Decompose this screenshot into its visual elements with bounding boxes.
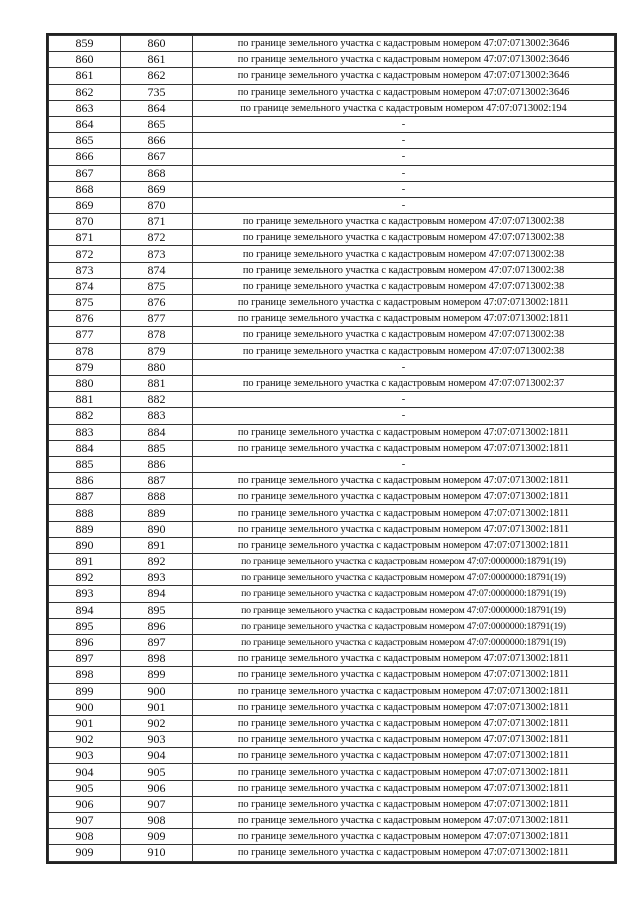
from-point-cell: 881 (49, 392, 121, 408)
table-row (49, 586, 615, 602)
table-row (49, 505, 615, 521)
from-point-cell: 891 (49, 554, 121, 570)
table-row (49, 230, 615, 246)
to-point-cell: 876 (121, 295, 193, 311)
table-row (49, 214, 615, 230)
from-point-cell: 886 (49, 473, 121, 489)
boundary-table-body (49, 36, 615, 862)
description-cell: по границе земельного участка с кадастровым номером 47:07:0713002:1811 (193, 424, 615, 440)
description-cell: по границе земельного участка с кадастровым номером 47:07:0713002:38 (193, 343, 615, 359)
table-row (49, 181, 615, 197)
to-point-cell: 903 (121, 732, 193, 748)
table-row (49, 618, 615, 634)
to-point-cell: 879 (121, 343, 193, 359)
from-point-cell: 876 (49, 311, 121, 327)
table-row (49, 84, 615, 100)
from-point-cell: 885 (49, 456, 121, 472)
table-row (49, 473, 615, 489)
to-point-cell: 909 (121, 829, 193, 845)
table-row (49, 813, 615, 829)
from-point-cell: 863 (49, 100, 121, 116)
to-point-cell: 894 (121, 586, 193, 602)
table-row (49, 375, 615, 391)
to-point-cell: 866 (121, 133, 193, 149)
description-cell: по границе земельного участка с кадастровым номером 47:07:0713002:1811 (193, 489, 615, 505)
description-cell: по границе земельного участка с кадастровым номером 47:07:0713002:1811 (193, 521, 615, 537)
description-cell: по границе земельного участка с кадастровым номером 47:07:0000000:18791(19) (193, 570, 615, 586)
table-row (49, 521, 615, 537)
to-point-cell: 906 (121, 780, 193, 796)
description-cell: по границе земельного участка с кадастровым номером 47:07:0713002:194 (193, 100, 615, 116)
from-point-cell: 873 (49, 262, 121, 278)
from-point-cell: 888 (49, 505, 121, 521)
from-point-cell: 890 (49, 537, 121, 553)
to-point-cell: 872 (121, 230, 193, 246)
table-row (49, 829, 615, 845)
description-cell: - (193, 408, 615, 424)
description-cell: по границе земельного участка с кадастровым номером 47:07:0713002:38 (193, 262, 615, 278)
to-point-cell: 887 (121, 473, 193, 489)
table-row (49, 732, 615, 748)
from-point-cell: 880 (49, 375, 121, 391)
to-point-cell: 860 (121, 36, 193, 52)
description-cell: по границе земельного участка с кадастровым номером 47:07:0713002:1811 (193, 780, 615, 796)
table-row (49, 359, 615, 375)
table-row (49, 116, 615, 132)
table-row (49, 699, 615, 715)
description-cell: - (193, 165, 615, 181)
from-point-cell: 897 (49, 651, 121, 667)
from-point-cell: 884 (49, 440, 121, 456)
to-point-cell: 868 (121, 165, 193, 181)
table-row (49, 764, 615, 780)
description-cell: по границе земельного участка с кадастровым номером 47:07:0713002:1811 (193, 813, 615, 829)
description-cell: по границе земельного участка с кадастровым номером 47:07:0713002:37 (193, 375, 615, 391)
table-row (49, 667, 615, 683)
from-point-cell: 898 (49, 667, 121, 683)
description-cell: - (193, 197, 615, 213)
description-cell: по границе земельного участка с кадастровым номером 47:07:0000000:18791(19) (193, 586, 615, 602)
description-cell: по границе земельного участка с кадастровым номером 47:07:0713002:1811 (193, 764, 615, 780)
table-row (49, 311, 615, 327)
from-point-cell: 866 (49, 149, 121, 165)
description-cell: по границе земельного участка с кадастровым номером 47:07:0000000:18791(19) (193, 602, 615, 618)
description-cell: - (193, 133, 615, 149)
from-point-cell: 908 (49, 829, 121, 845)
table-row (49, 796, 615, 812)
to-point-cell: 910 (121, 845, 193, 861)
table-row (49, 683, 615, 699)
to-point-cell: 877 (121, 311, 193, 327)
from-point-cell: 893 (49, 586, 121, 602)
to-point-cell: 896 (121, 618, 193, 634)
table-row (49, 408, 615, 424)
from-point-cell: 865 (49, 133, 121, 149)
from-point-cell: 906 (49, 796, 121, 812)
from-point-cell: 860 (49, 52, 121, 68)
from-point-cell: 905 (49, 780, 121, 796)
table-row (49, 149, 615, 165)
to-point-cell: 861 (121, 52, 193, 68)
table-row (49, 651, 615, 667)
to-point-cell: 900 (121, 683, 193, 699)
to-point-cell: 892 (121, 554, 193, 570)
description-cell: - (193, 456, 615, 472)
from-point-cell: 883 (49, 424, 121, 440)
table-row (49, 36, 615, 52)
from-point-cell: 900 (49, 699, 121, 715)
table-row (49, 845, 615, 861)
to-point-cell: 891 (121, 537, 193, 553)
table-row (49, 456, 615, 472)
to-point-cell: 865 (121, 116, 193, 132)
boundary-table (48, 35, 615, 862)
description-cell: - (193, 392, 615, 408)
description-cell: по границе земельного участка с кадастровым номером 47:07:0713002:38 (193, 327, 615, 343)
description-cell: по границе земельного участка с кадастровым номером 47:07:0713002:38 (193, 246, 615, 262)
to-point-cell: 735 (121, 84, 193, 100)
description-cell: по границе земельного участка с кадастровым номером 47:07:0713002:1811 (193, 829, 615, 845)
from-point-cell: 864 (49, 116, 121, 132)
description-cell: по границе земельного участка с кадастровым номером 47:07:0713002:38 (193, 278, 615, 294)
to-point-cell: 867 (121, 149, 193, 165)
from-point-cell: 869 (49, 197, 121, 213)
table-row (49, 343, 615, 359)
to-point-cell: 878 (121, 327, 193, 343)
description-cell: - (193, 116, 615, 132)
from-point-cell: 887 (49, 489, 121, 505)
to-point-cell: 902 (121, 715, 193, 731)
boundary-table-frame (46, 33, 617, 864)
from-point-cell: 875 (49, 295, 121, 311)
table-row (49, 780, 615, 796)
description-cell: по границе земельного участка с кадастровым номером 47:07:0713002:1811 (193, 683, 615, 699)
table-row (49, 715, 615, 731)
table-row (49, 278, 615, 294)
from-point-cell: 907 (49, 813, 121, 829)
from-point-cell: 903 (49, 748, 121, 764)
to-point-cell: 908 (121, 813, 193, 829)
description-cell: по границе земельного участка с кадастровым номером 47:07:0713002:1811 (193, 667, 615, 683)
table-row (49, 424, 615, 440)
from-point-cell: 859 (49, 36, 121, 52)
to-point-cell: 873 (121, 246, 193, 262)
from-point-cell: 871 (49, 230, 121, 246)
from-point-cell: 862 (49, 84, 121, 100)
from-point-cell: 892 (49, 570, 121, 586)
table-row (49, 748, 615, 764)
to-point-cell: 885 (121, 440, 193, 456)
from-point-cell: 877 (49, 327, 121, 343)
to-point-cell: 888 (121, 489, 193, 505)
table-row (49, 392, 615, 408)
from-point-cell: 904 (49, 764, 121, 780)
from-point-cell: 909 (49, 845, 121, 861)
table-row (49, 570, 615, 586)
description-cell: по границе земельного участка с кадастровым номером 47:07:0713002:3646 (193, 68, 615, 84)
to-point-cell: 907 (121, 796, 193, 812)
description-cell: по границе земельного участка с кадастровым номером 47:07:0713002:1811 (193, 748, 615, 764)
table-row (49, 554, 615, 570)
from-point-cell: 874 (49, 278, 121, 294)
table-row (49, 197, 615, 213)
to-point-cell: 904 (121, 748, 193, 764)
description-cell: по границе земельного участка с кадастровым номером 47:07:0713002:3646 (193, 36, 615, 52)
to-point-cell: 897 (121, 634, 193, 650)
from-point-cell: 870 (49, 214, 121, 230)
table-row (49, 246, 615, 262)
description-cell: - (193, 149, 615, 165)
from-point-cell: 878 (49, 343, 121, 359)
to-point-cell: 890 (121, 521, 193, 537)
description-cell: по границе земельного участка с кадастровым номером 47:07:0713002:1811 (193, 699, 615, 715)
to-point-cell: 862 (121, 68, 193, 84)
to-point-cell: 869 (121, 181, 193, 197)
to-point-cell: 889 (121, 505, 193, 521)
from-point-cell: 895 (49, 618, 121, 634)
table-row (49, 165, 615, 181)
description-cell: по границе земельного участка с кадастровым номером 47:07:0000000:18791(19) (193, 634, 615, 650)
description-cell: по границе земельного участка с кадастровым номером 47:07:0713002:1811 (193, 440, 615, 456)
to-point-cell: 870 (121, 197, 193, 213)
description-cell: по границе земельного участка с кадастровым номером 47:07:0713002:1811 (193, 311, 615, 327)
from-point-cell: 902 (49, 732, 121, 748)
to-point-cell: 905 (121, 764, 193, 780)
description-cell: по границе земельного участка с кадастровым номером 47:07:0713002:3646 (193, 52, 615, 68)
from-point-cell: 861 (49, 68, 121, 84)
table-row (49, 133, 615, 149)
description-cell: по границе земельного участка с кадастровым номером 47:07:0000000:18791(19) (193, 554, 615, 570)
from-point-cell: 899 (49, 683, 121, 699)
from-point-cell: 872 (49, 246, 121, 262)
from-point-cell: 894 (49, 602, 121, 618)
description-cell: - (193, 359, 615, 375)
table-row (49, 440, 615, 456)
description-cell: по границе земельного участка с кадастровым номером 47:07:0713002:1811 (193, 537, 615, 553)
description-cell: по границе земельного участка с кадастровым номером 47:07:0713002:1811 (193, 732, 615, 748)
description-cell: по границе земельного участка с кадастровым номером 47:07:0713002:1811 (193, 505, 615, 521)
description-cell: по границе земельного участка с кадастровым номером 47:07:0713002:1811 (193, 845, 615, 861)
from-point-cell: 867 (49, 165, 121, 181)
description-cell: по границе земельного участка с кадастровым номером 47:07:0713002:1811 (193, 796, 615, 812)
description-cell: по границе земельного участка с кадастровым номером 47:07:0000000:18791(19) (193, 618, 615, 634)
table-row (49, 602, 615, 618)
table-row (49, 295, 615, 311)
table-row (49, 634, 615, 650)
table-row (49, 262, 615, 278)
from-point-cell: 889 (49, 521, 121, 537)
description-cell: по границе земельного участка с кадастровым номером 47:07:0713002:38 (193, 230, 615, 246)
table-row (49, 489, 615, 505)
table-row (49, 68, 615, 84)
to-point-cell: 881 (121, 375, 193, 391)
description-cell: по границе земельного участка с кадастровым номером 47:07:0713002:3646 (193, 84, 615, 100)
to-point-cell: 884 (121, 424, 193, 440)
to-point-cell: 898 (121, 651, 193, 667)
to-point-cell: 893 (121, 570, 193, 586)
to-point-cell: 875 (121, 278, 193, 294)
table-row (49, 327, 615, 343)
to-point-cell: 871 (121, 214, 193, 230)
description-cell: по границе земельного участка с кадастровым номером 47:07:0713002:1811 (193, 715, 615, 731)
from-point-cell: 879 (49, 359, 121, 375)
table-row (49, 537, 615, 553)
to-point-cell: 874 (121, 262, 193, 278)
to-point-cell: 895 (121, 602, 193, 618)
from-point-cell: 901 (49, 715, 121, 731)
description-cell: - (193, 181, 615, 197)
from-point-cell: 868 (49, 181, 121, 197)
description-cell: по границе земельного участка с кадастровым номером 47:07:0713002:1811 (193, 295, 615, 311)
to-point-cell: 901 (121, 699, 193, 715)
to-point-cell: 882 (121, 392, 193, 408)
table-row (49, 100, 615, 116)
to-point-cell: 886 (121, 456, 193, 472)
description-cell: по границе земельного участка с кадастровым номером 47:07:0713002:1811 (193, 473, 615, 489)
description-cell: по границе земельного участка с кадастровым номером 47:07:0713002:38 (193, 214, 615, 230)
from-point-cell: 882 (49, 408, 121, 424)
table-row (49, 52, 615, 68)
to-point-cell: 864 (121, 100, 193, 116)
description-cell: по границе земельного участка с кадастровым номером 47:07:0713002:1811 (193, 651, 615, 667)
from-point-cell: 896 (49, 634, 121, 650)
to-point-cell: 880 (121, 359, 193, 375)
to-point-cell: 899 (121, 667, 193, 683)
to-point-cell: 883 (121, 408, 193, 424)
